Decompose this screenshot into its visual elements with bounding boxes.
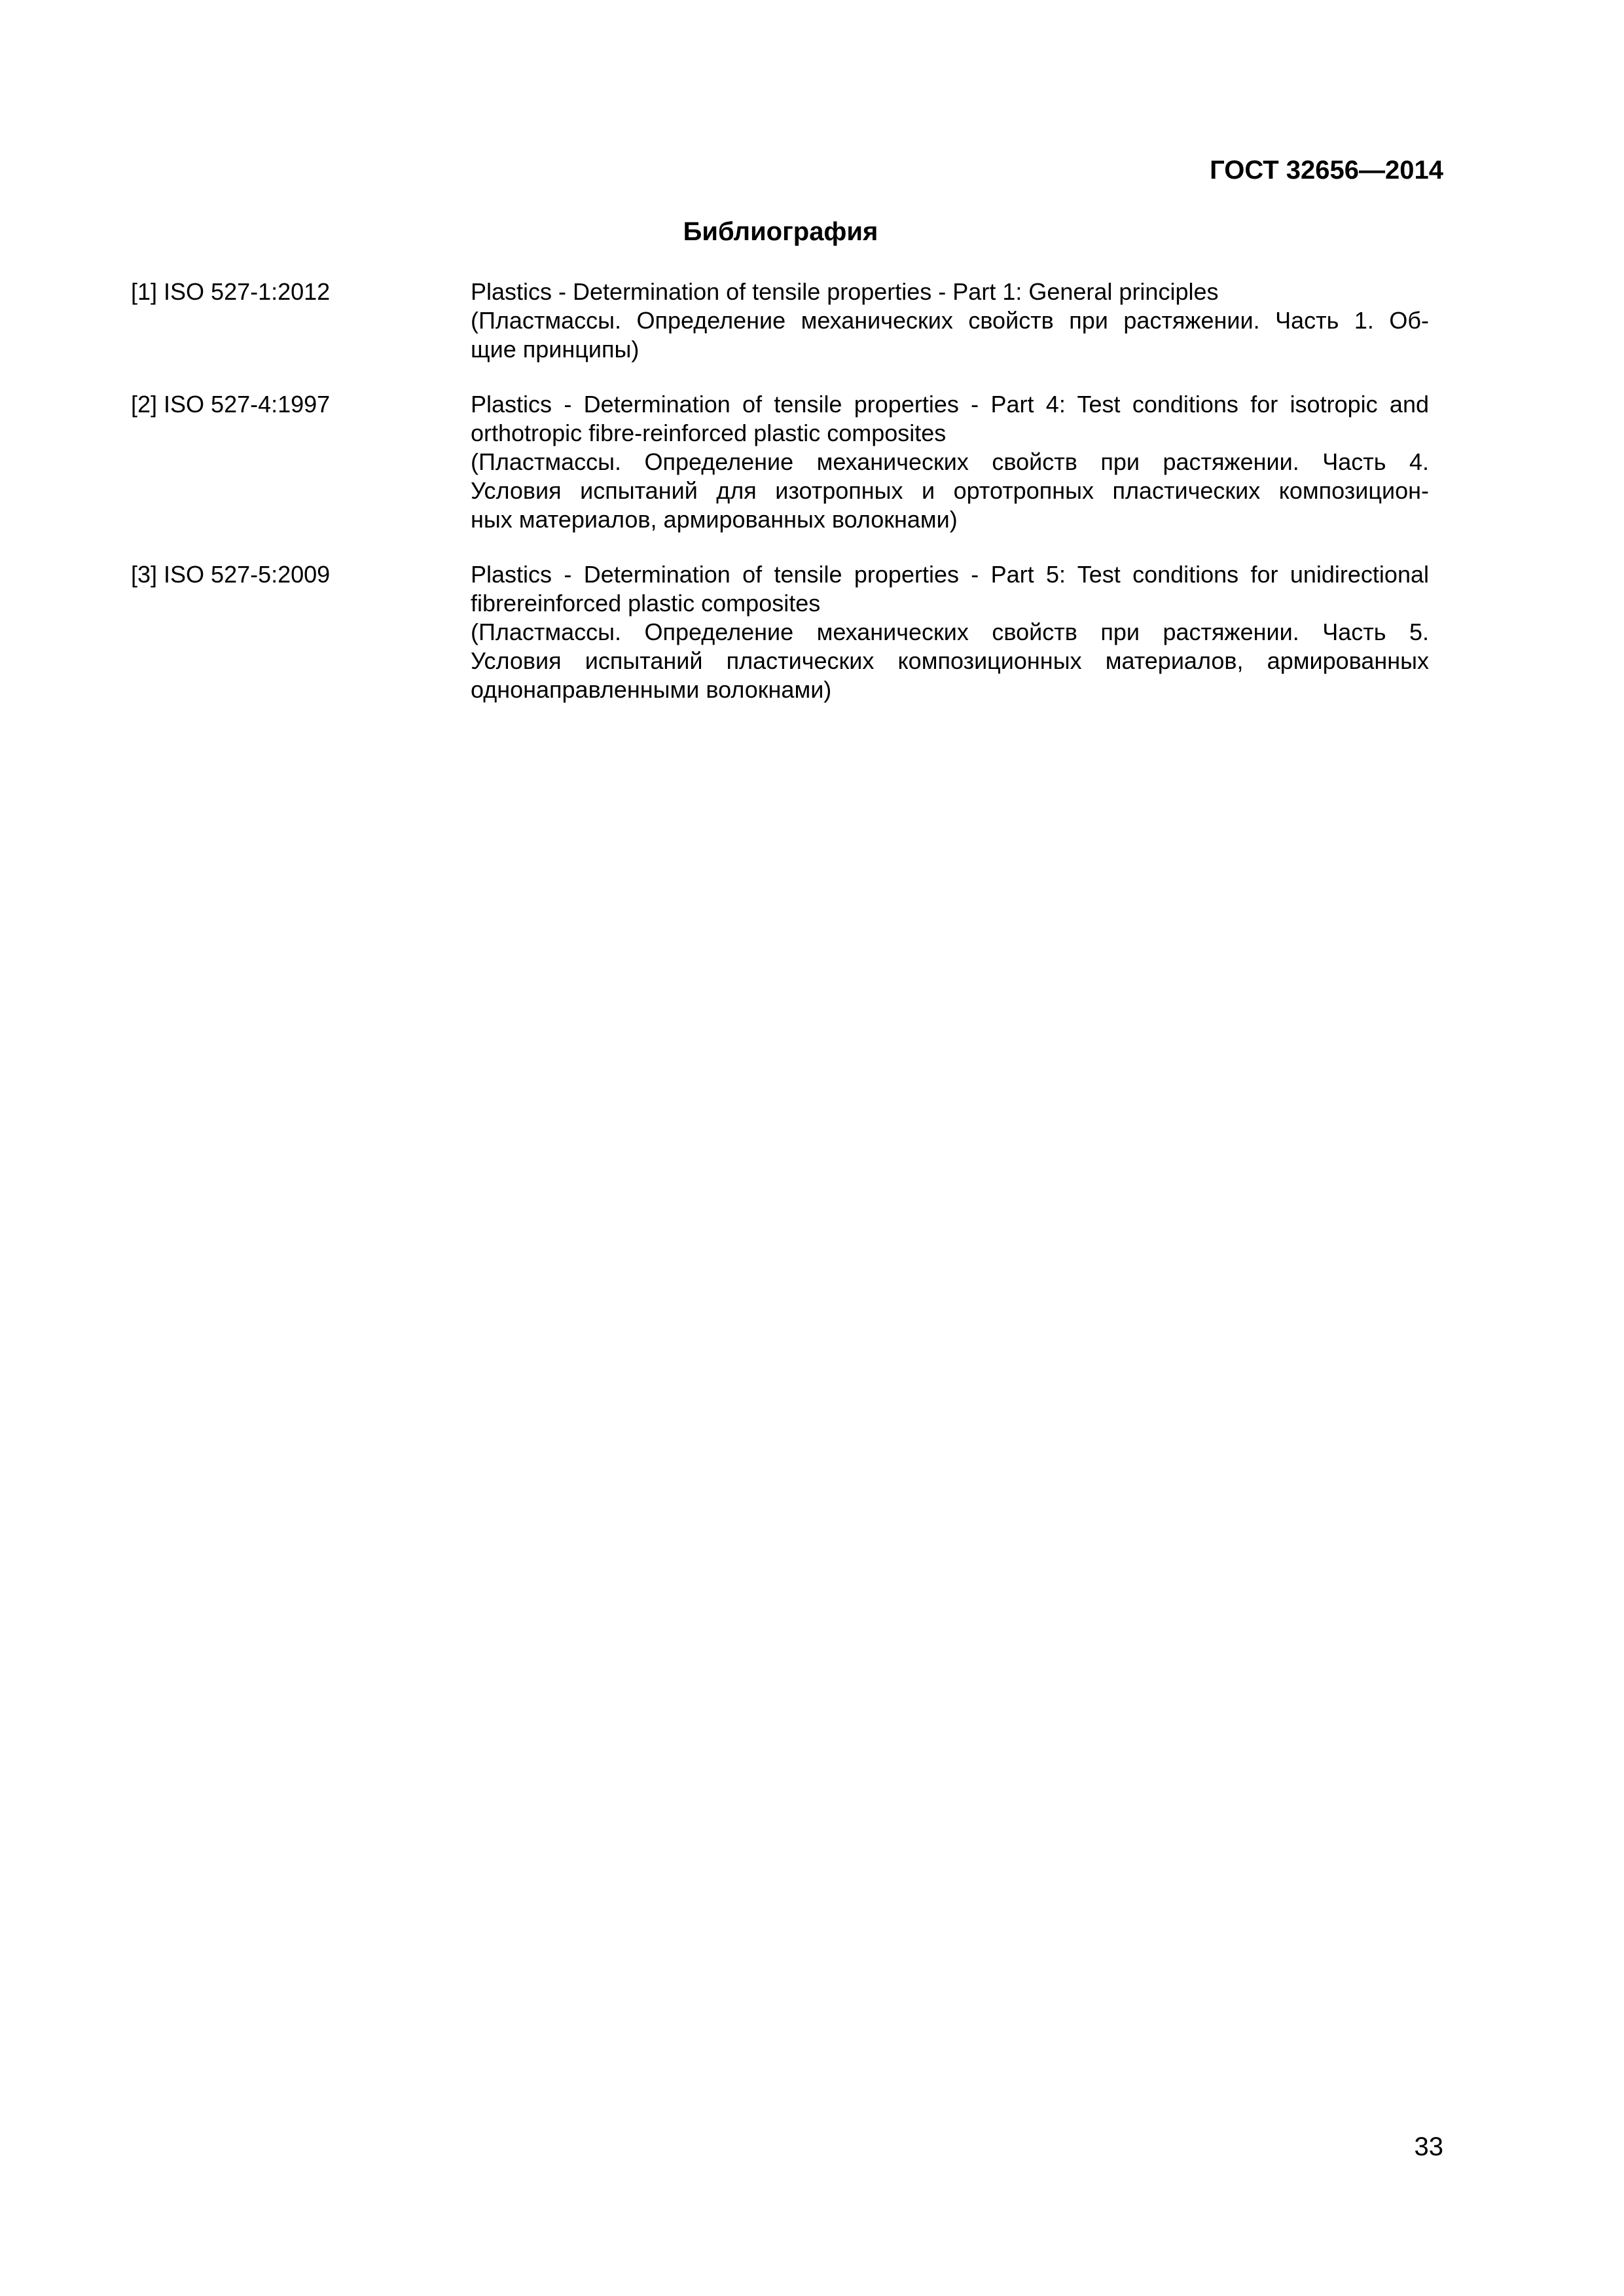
document-code: ГОСТ 32656—2014 (1210, 156, 1443, 185)
entry-line: Условия испытаний пластических композиционных материалов, армированных (471, 647, 1429, 674)
entry-line: Условия испытаний для изотропных и ортотропных пластических композицион- (471, 477, 1429, 504)
entry-line: Plastics - Determination of tensile properties - Part 5: Test conditions for unidirectional (471, 561, 1429, 588)
entry-line: fibrereinforced plastic composites (471, 590, 821, 617)
entry-line: Plastics - Determination of tensile properties - Part 1: General principles (471, 278, 1219, 305)
entry-reference: [1] ISO 527-1:2012 (131, 278, 331, 305)
entry-line: щие принципы) (471, 336, 640, 363)
entry-line: однонаправленными волокнами) (471, 676, 832, 703)
page-number: 33 (1414, 2132, 1443, 2161)
entry-line: (Пластмассы. Определение механических свойств при растяжении. Часть 5. (471, 619, 1429, 645)
entry-line: orthotropic fibre-reinforced plastic composites (471, 420, 947, 446)
entry-description (471, 390, 1429, 534)
entry-reference: [3] ISO 527-5:2009 (131, 561, 331, 588)
entry-line: ных материалов, армированных волокнами) (471, 506, 958, 533)
entry-description (471, 560, 1429, 704)
entry-reference: [2] ISO 527-4:1997 (131, 391, 331, 418)
entry-line: Plastics - Determination of tensile properties - Part 4: Test conditions for isotropic and (471, 391, 1429, 418)
bibliography-title: Библиография (683, 217, 878, 246)
entry-description (471, 278, 1429, 364)
entry-line: (Пластмассы. Определение механических свойств при растяжении. Часть 4. (471, 448, 1429, 475)
entry-line: (Пластмассы. Определение механических свойств при растяжении. Часть 1. Об- (471, 307, 1429, 334)
